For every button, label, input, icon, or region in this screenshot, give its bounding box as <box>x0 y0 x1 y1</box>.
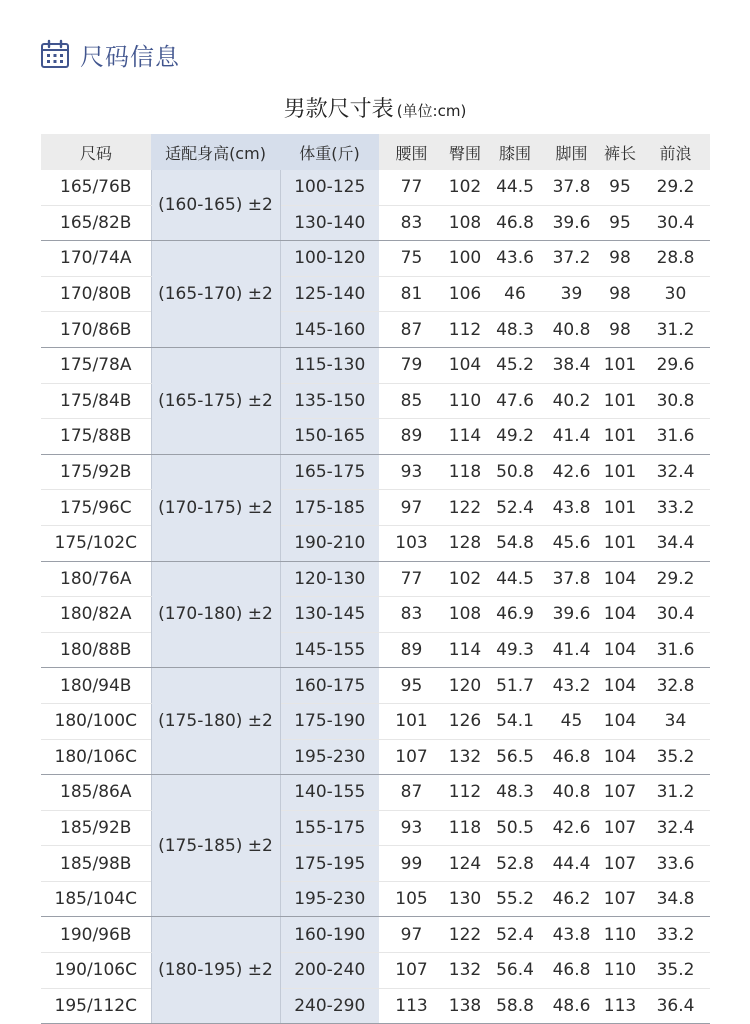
rise-cell: 30 <box>641 276 710 312</box>
hip-cell: 100 <box>444 241 486 277</box>
waist-cell: 105 <box>379 881 444 917</box>
knee-cell: 46.9 <box>486 597 544 633</box>
foot-cell: 37.8 <box>544 170 599 205</box>
weight-cell: 125-140 <box>280 276 379 312</box>
size-cell: 175/92B <box>41 454 151 490</box>
table-title <box>0 92 750 123</box>
length-cell: 110 <box>599 917 641 953</box>
knee-cell: 43.6 <box>486 241 544 277</box>
size-cell: 180/88B <box>41 632 151 668</box>
table-row <box>41 668 710 704</box>
weight-cell: 240-290 <box>280 988 379 1024</box>
knee-cell: 50.5 <box>486 810 544 846</box>
weight-cell: 155-175 <box>280 810 379 846</box>
size-cell: 180/106C <box>41 739 151 775</box>
table-unit: (单位:cm) <box>396 102 467 120</box>
hip-cell: 114 <box>444 419 486 455</box>
col-header-waist: 腰围 <box>379 134 444 170</box>
knee-cell: 50.8 <box>486 454 544 490</box>
length-cell: 101 <box>599 490 641 526</box>
height-range-cell: (160-165) ±2 <box>151 170 280 241</box>
hip-cell: 120 <box>444 668 486 704</box>
size-cell: 175/88B <box>41 419 151 455</box>
rise-cell: 30.4 <box>641 205 710 241</box>
rise-cell: 30.8 <box>641 383 710 419</box>
waist-cell: 107 <box>379 953 444 989</box>
weight-cell: 130-145 <box>280 597 379 633</box>
table-row <box>41 917 710 953</box>
table-row <box>41 810 710 846</box>
foot-cell: 46.8 <box>544 953 599 989</box>
table-row <box>41 205 710 241</box>
foot-cell: 48.6 <box>544 988 599 1024</box>
col-header-height: 适配身高(cm) <box>151 134 280 170</box>
weight-cell: 140-155 <box>280 775 379 811</box>
length-cell: 107 <box>599 846 641 882</box>
hip-cell: 124 <box>444 846 486 882</box>
knee-cell: 49.3 <box>486 632 544 668</box>
rise-cell: 31.2 <box>641 312 710 348</box>
length-cell: 98 <box>599 241 641 277</box>
table-row <box>41 561 710 597</box>
weight-cell: 100-125 <box>280 170 379 205</box>
size-cell: 175/78A <box>41 347 151 383</box>
rise-cell: 35.2 <box>641 953 710 989</box>
waist-cell: 101 <box>379 703 444 739</box>
rise-cell: 31.6 <box>641 419 710 455</box>
foot-cell: 43.8 <box>544 490 599 526</box>
hip-cell: 114 <box>444 632 486 668</box>
length-cell: 107 <box>599 881 641 917</box>
length-cell: 101 <box>599 383 641 419</box>
col-header-weight: 体重(斤) <box>280 134 379 170</box>
weight-cell: 175-195 <box>280 846 379 882</box>
waist-cell: 89 <box>379 419 444 455</box>
table-row <box>41 597 710 633</box>
rise-cell: 34 <box>641 703 710 739</box>
rise-cell: 32.4 <box>641 454 710 490</box>
waist-cell: 97 <box>379 917 444 953</box>
foot-cell: 41.4 <box>544 419 599 455</box>
length-cell: 107 <box>599 775 641 811</box>
size-cell: 190/96B <box>41 917 151 953</box>
waist-cell: 79 <box>379 347 444 383</box>
knee-cell: 54.1 <box>486 703 544 739</box>
waist-cell: 83 <box>379 205 444 241</box>
hip-cell: 108 <box>444 597 486 633</box>
weight-cell: 195-230 <box>280 739 379 775</box>
table-row <box>41 170 710 205</box>
waist-cell: 99 <box>379 846 444 882</box>
rise-cell: 34.4 <box>641 525 710 561</box>
size-cell: 185/98B <box>41 846 151 882</box>
knee-cell: 44.5 <box>486 170 544 205</box>
rise-cell: 36.4 <box>641 988 710 1024</box>
foot-cell: 37.2 <box>544 241 599 277</box>
hip-cell: 128 <box>444 525 486 561</box>
knee-cell: 55.2 <box>486 881 544 917</box>
size-cell: 190/106C <box>41 953 151 989</box>
rise-cell: 29.2 <box>641 170 710 205</box>
weight-cell: 120-130 <box>280 561 379 597</box>
weight-cell: 175-185 <box>280 490 379 526</box>
table-row <box>41 312 710 348</box>
col-header-size: 尺码 <box>41 134 151 170</box>
weight-cell: 130-140 <box>280 205 379 241</box>
hip-cell: 132 <box>444 953 486 989</box>
size-cell: 185/104C <box>41 881 151 917</box>
waist-cell: 95 <box>379 668 444 704</box>
foot-cell: 37.8 <box>544 561 599 597</box>
foot-cell: 45 <box>544 703 599 739</box>
knee-cell: 46 <box>486 276 544 312</box>
knee-cell: 48.3 <box>486 312 544 348</box>
length-cell: 113 <box>599 988 641 1024</box>
height-range-cell: (170-175) ±2 <box>151 454 280 561</box>
waist-cell: 113 <box>379 988 444 1024</box>
table-row <box>41 347 710 383</box>
foot-cell: 46.2 <box>544 881 599 917</box>
table-row <box>41 490 710 526</box>
weight-cell: 100-120 <box>280 241 379 277</box>
length-cell: 104 <box>599 739 641 775</box>
hip-cell: 130 <box>444 881 486 917</box>
knee-cell: 45.2 <box>486 347 544 383</box>
hip-cell: 118 <box>444 810 486 846</box>
waist-cell: 87 <box>379 775 444 811</box>
height-range-cell: (170-180) ±2 <box>151 561 280 668</box>
weight-cell: 145-160 <box>280 312 379 348</box>
size-cell: 170/80B <box>41 276 151 312</box>
foot-cell: 38.4 <box>544 347 599 383</box>
waist-cell: 87 <box>379 312 444 348</box>
knee-cell: 58.8 <box>486 988 544 1024</box>
hip-cell: 104 <box>444 347 486 383</box>
table-row <box>41 739 710 775</box>
length-cell: 101 <box>599 525 641 561</box>
hip-cell: 126 <box>444 703 486 739</box>
size-cell: 180/100C <box>41 703 151 739</box>
rise-cell: 32.8 <box>641 668 710 704</box>
length-cell: 101 <box>599 454 641 490</box>
table-row <box>41 775 710 811</box>
hip-cell: 112 <box>444 312 486 348</box>
knee-cell: 52.4 <box>486 490 544 526</box>
hip-cell: 138 <box>444 988 486 1024</box>
height-range-cell: (175-185) ±2 <box>151 775 280 917</box>
knee-cell: 47.6 <box>486 383 544 419</box>
hip-cell: 102 <box>444 561 486 597</box>
col-header-length: 裤长 <box>599 134 641 170</box>
rise-cell: 35.2 <box>641 739 710 775</box>
col-header-rise: 前浪 <box>641 134 710 170</box>
hip-cell: 112 <box>444 775 486 811</box>
size-cell: 165/76B <box>41 170 151 205</box>
knee-cell: 46.8 <box>486 205 544 241</box>
size-table <box>41 134 710 1024</box>
knee-cell: 49.2 <box>486 419 544 455</box>
length-cell: 104 <box>599 703 641 739</box>
hip-cell: 106 <box>444 276 486 312</box>
height-range-cell: (175-180) ±2 <box>151 668 280 775</box>
table-row <box>41 241 710 277</box>
table-row <box>41 953 710 989</box>
waist-cell: 77 <box>379 170 444 205</box>
rise-cell: 33.2 <box>641 490 710 526</box>
knee-cell: 56.4 <box>486 953 544 989</box>
rise-cell: 32.4 <box>641 810 710 846</box>
waist-cell: 89 <box>379 632 444 668</box>
table-row <box>41 525 710 561</box>
size-cell: 195/112C <box>41 988 151 1024</box>
table-row <box>41 846 710 882</box>
size-cell: 165/82B <box>41 205 151 241</box>
foot-cell: 42.6 <box>544 454 599 490</box>
table-row <box>41 419 710 455</box>
table-title-main: 男款尺寸表 <box>283 97 394 122</box>
waist-cell: 83 <box>379 597 444 633</box>
weight-cell: 165-175 <box>280 454 379 490</box>
foot-cell: 40.8 <box>544 775 599 811</box>
knee-cell: 54.8 <box>486 525 544 561</box>
weight-cell: 175-190 <box>280 703 379 739</box>
waist-cell: 75 <box>379 241 444 277</box>
knee-cell: 56.5 <box>486 739 544 775</box>
weight-cell: 195-230 <box>280 881 379 917</box>
size-cell: 175/96C <box>41 490 151 526</box>
size-cell: 175/102C <box>41 525 151 561</box>
col-header-hip: 臀围 <box>444 134 486 170</box>
hip-cell: 132 <box>444 739 486 775</box>
rise-cell: 30.4 <box>641 597 710 633</box>
hip-cell: 118 <box>444 454 486 490</box>
weight-cell: 135-150 <box>280 383 379 419</box>
length-cell: 110 <box>599 953 641 989</box>
foot-cell: 45.6 <box>544 525 599 561</box>
rise-cell: 31.6 <box>641 632 710 668</box>
foot-cell: 41.4 <box>544 632 599 668</box>
table-row <box>41 383 710 419</box>
length-cell: 95 <box>599 205 641 241</box>
weight-cell: 160-175 <box>280 668 379 704</box>
length-cell: 98 <box>599 312 641 348</box>
rise-cell: 29.6 <box>641 347 710 383</box>
foot-cell: 40.2 <box>544 383 599 419</box>
waist-cell: 103 <box>379 525 444 561</box>
waist-cell: 81 <box>379 276 444 312</box>
rise-cell: 31.2 <box>641 775 710 811</box>
height-range-cell: (165-170) ±2 <box>151 241 280 348</box>
size-cell: 180/94B <box>41 668 151 704</box>
weight-cell: 145-155 <box>280 632 379 668</box>
knee-cell: 51.7 <box>486 668 544 704</box>
waist-cell: 97 <box>379 490 444 526</box>
foot-cell: 46.8 <box>544 739 599 775</box>
hip-cell: 102 <box>444 170 486 205</box>
waist-cell: 85 <box>379 383 444 419</box>
hip-cell: 110 <box>444 383 486 419</box>
size-cell: 175/84B <box>41 383 151 419</box>
foot-cell: 43.2 <box>544 668 599 704</box>
length-cell: 104 <box>599 668 641 704</box>
weight-cell: 160-190 <box>280 917 379 953</box>
col-header-knee: 膝围 <box>486 134 544 170</box>
table-row <box>41 988 710 1024</box>
size-cell: 180/76A <box>41 561 151 597</box>
table-row <box>41 632 710 668</box>
section-title: 尺码信息 <box>80 42 180 71</box>
section-header <box>40 36 180 72</box>
foot-cell: 39 <box>544 276 599 312</box>
knee-cell: 44.5 <box>486 561 544 597</box>
size-cell: 170/86B <box>41 312 151 348</box>
foot-cell: 39.6 <box>544 205 599 241</box>
table-row <box>41 881 710 917</box>
table-row <box>41 454 710 490</box>
foot-cell: 39.6 <box>544 597 599 633</box>
size-cell: 180/82A <box>41 597 151 633</box>
table-header-row <box>41 134 710 170</box>
hip-cell: 108 <box>444 205 486 241</box>
hip-cell: 122 <box>444 490 486 526</box>
weight-cell: 115-130 <box>280 347 379 383</box>
knee-cell: 52.4 <box>486 917 544 953</box>
length-cell: 104 <box>599 561 641 597</box>
rise-cell: 34.8 <box>641 881 710 917</box>
table-row <box>41 703 710 739</box>
length-cell: 107 <box>599 810 641 846</box>
weight-cell: 150-165 <box>280 419 379 455</box>
waist-cell: 77 <box>379 561 444 597</box>
weight-cell: 200-240 <box>280 953 379 989</box>
waist-cell: 107 <box>379 739 444 775</box>
weight-cell: 190-210 <box>280 525 379 561</box>
knee-cell: 52.8 <box>486 846 544 882</box>
waist-cell: 93 <box>379 454 444 490</box>
size-cell: 170/74A <box>41 241 151 277</box>
rise-cell: 28.8 <box>641 241 710 277</box>
table-row <box>41 276 710 312</box>
foot-cell: 43.8 <box>544 917 599 953</box>
rise-cell: 29.2 <box>641 561 710 597</box>
hip-cell: 122 <box>444 917 486 953</box>
length-cell: 98 <box>599 276 641 312</box>
rise-cell: 33.2 <box>641 917 710 953</box>
col-header-foot: 脚围 <box>544 134 599 170</box>
length-cell: 101 <box>599 419 641 455</box>
foot-cell: 40.8 <box>544 312 599 348</box>
foot-cell: 44.4 <box>544 846 599 882</box>
calendar-icon <box>40 39 70 69</box>
length-cell: 95 <box>599 170 641 205</box>
size-cell: 185/86A <box>41 775 151 811</box>
length-cell: 104 <box>599 632 641 668</box>
length-cell: 104 <box>599 597 641 633</box>
length-cell: 101 <box>599 347 641 383</box>
waist-cell: 93 <box>379 810 444 846</box>
height-range-cell: (165-175) ±2 <box>151 347 280 454</box>
size-cell: 185/92B <box>41 810 151 846</box>
height-range-cell: (180-195) ±2 <box>151 917 280 1024</box>
knee-cell: 48.3 <box>486 775 544 811</box>
rise-cell: 33.6 <box>641 846 710 882</box>
foot-cell: 42.6 <box>544 810 599 846</box>
